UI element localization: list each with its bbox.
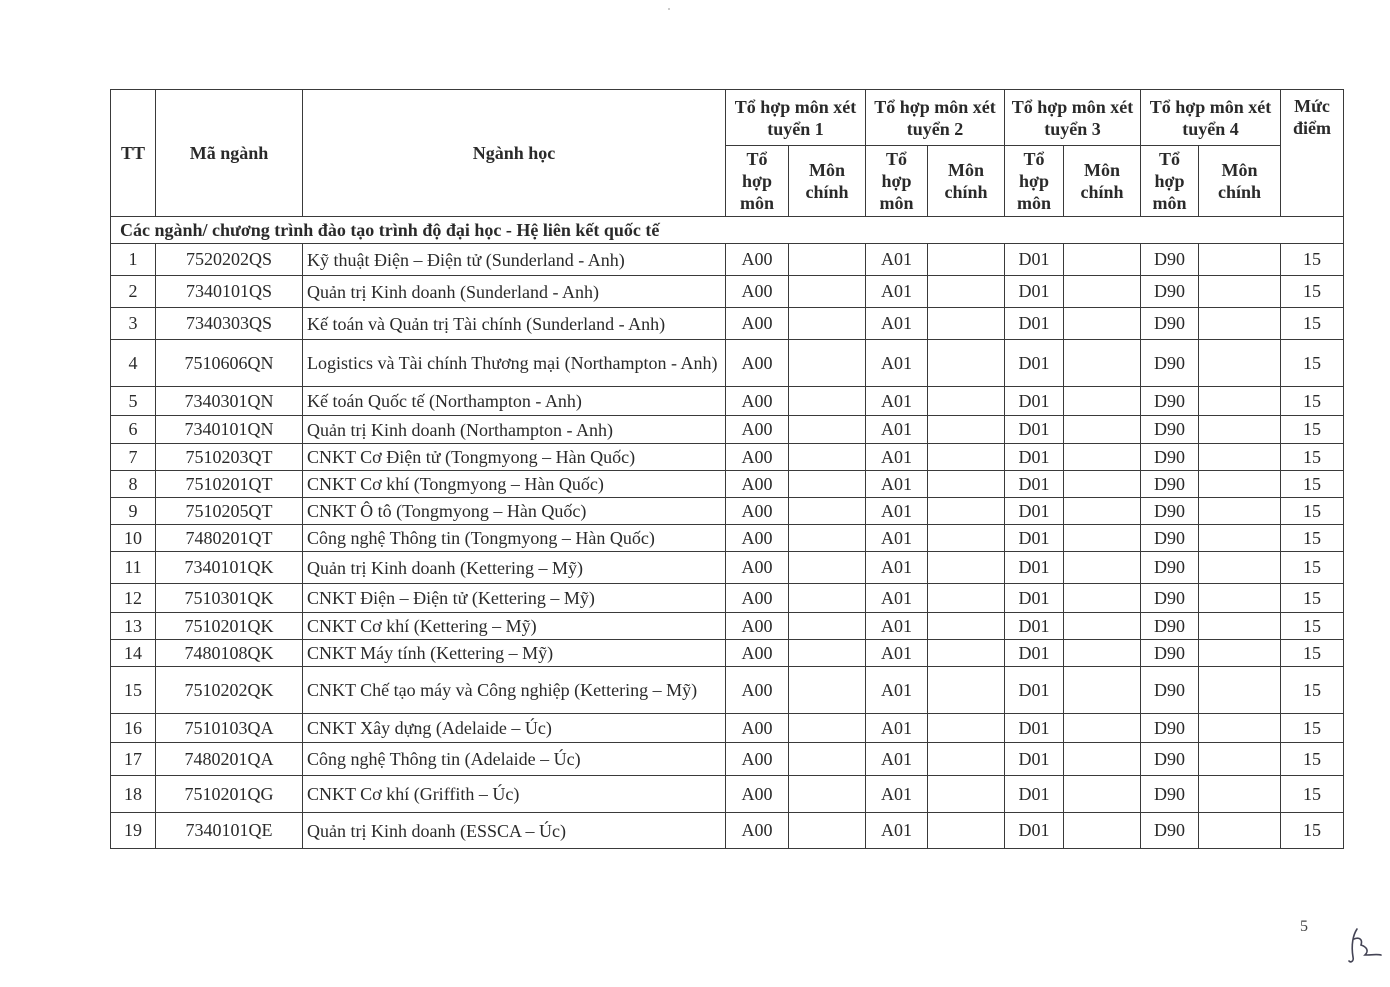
- table-row: [111, 387, 1344, 416]
- combo-2: A01: [866, 552, 928, 584]
- score: 15: [1281, 640, 1344, 667]
- score: 15: [1281, 613, 1344, 640]
- major-code: 7510606QN: [156, 340, 303, 387]
- main-subject-1: [789, 471, 866, 498]
- main-subject-1: [789, 244, 866, 276]
- combo-4: D90: [1141, 340, 1199, 387]
- score: 15: [1281, 498, 1344, 525]
- combo-2: A01: [866, 498, 928, 525]
- main-subject-1: [789, 276, 866, 308]
- main-subject-4: [1199, 525, 1281, 552]
- major-code: 7510201QK: [156, 613, 303, 640]
- main-subject-3: [1064, 498, 1141, 525]
- main-subject-3: [1064, 667, 1141, 714]
- combo-4: D90: [1141, 244, 1199, 276]
- main-subject-4: [1199, 776, 1281, 813]
- main-subject-3: [1064, 276, 1141, 308]
- header-score: Mức điểm: [1281, 90, 1344, 217]
- main-subject-3: [1064, 416, 1141, 444]
- main-subject-3: [1064, 244, 1141, 276]
- combo-4: D90: [1141, 584, 1199, 613]
- row-number: 3: [111, 308, 156, 340]
- main-subject-4: [1199, 813, 1281, 849]
- combo-2: A01: [866, 640, 928, 667]
- combo-3: D01: [1005, 813, 1064, 849]
- main-subject-2: [928, 667, 1005, 714]
- main-subject-3: [1064, 340, 1141, 387]
- main-subject-4: [1199, 340, 1281, 387]
- combo-3: D01: [1005, 667, 1064, 714]
- main-subject-4: [1199, 387, 1281, 416]
- combo-2: A01: [866, 244, 928, 276]
- combo-1: A00: [726, 584, 789, 613]
- combo-2: A01: [866, 444, 928, 471]
- combo-1: A00: [726, 743, 789, 776]
- header-sub-combo: Tổ hợp môn: [726, 146, 789, 217]
- combo-2: A01: [866, 584, 928, 613]
- main-subject-4: [1199, 714, 1281, 743]
- score: 15: [1281, 743, 1344, 776]
- major-name: CNKT Điện – Điện tử (Kettering – Mỹ): [303, 584, 726, 613]
- row-number: 6: [111, 416, 156, 444]
- combo-4: D90: [1141, 667, 1199, 714]
- combo-3: D01: [1005, 498, 1064, 525]
- major-code: 7340101QS: [156, 276, 303, 308]
- combo-3: D01: [1005, 613, 1064, 640]
- combo-1: A00: [726, 244, 789, 276]
- major-name: Quản trị Kinh doanh (Northampton - Anh): [303, 416, 726, 444]
- major-code: 7510201QG: [156, 776, 303, 813]
- table-row: [111, 498, 1344, 525]
- row-number: 14: [111, 640, 156, 667]
- major-code: 7340101QE: [156, 813, 303, 849]
- combo-3: D01: [1005, 584, 1064, 613]
- combo-2: A01: [866, 308, 928, 340]
- combo-3: D01: [1005, 276, 1064, 308]
- main-subject-2: [928, 776, 1005, 813]
- score: 15: [1281, 776, 1344, 813]
- combo-4: D90: [1141, 444, 1199, 471]
- table-row: [111, 584, 1344, 613]
- combo-1: A00: [726, 340, 789, 387]
- combo-2: A01: [866, 387, 928, 416]
- main-subject-1: [789, 308, 866, 340]
- admission-table: [110, 89, 1344, 849]
- header-combo-2: Tổ hợp môn xét tuyển 2: [866, 90, 1005, 146]
- combo-3: D01: [1005, 552, 1064, 584]
- row-number: 2: [111, 276, 156, 308]
- combo-4: D90: [1141, 552, 1199, 584]
- table-row: [111, 714, 1344, 743]
- score: 15: [1281, 471, 1344, 498]
- header-sub-combo: Tổ hợp môn: [1005, 146, 1064, 217]
- combo-1: A00: [726, 552, 789, 584]
- combo-4: D90: [1141, 387, 1199, 416]
- header-sub-main: Môn chính: [1199, 146, 1281, 217]
- score: 15: [1281, 552, 1344, 584]
- main-subject-4: [1199, 584, 1281, 613]
- combo-2: A01: [866, 776, 928, 813]
- row-number: 17: [111, 743, 156, 776]
- combo-4: D90: [1141, 613, 1199, 640]
- major-code: 7520202QS: [156, 244, 303, 276]
- main-subject-4: [1199, 667, 1281, 714]
- combo-3: D01: [1005, 444, 1064, 471]
- main-subject-4: [1199, 308, 1281, 340]
- combo-4: D90: [1141, 813, 1199, 849]
- major-code: 7510301QK: [156, 584, 303, 613]
- main-subject-1: [789, 714, 866, 743]
- score: 15: [1281, 584, 1344, 613]
- table-row: [111, 276, 1344, 308]
- main-subject-3: [1064, 613, 1141, 640]
- combo-4: D90: [1141, 498, 1199, 525]
- row-number: 18: [111, 776, 156, 813]
- combo-1: A00: [726, 813, 789, 849]
- major-name: CNKT Xây dựng (Adelaide – Úc): [303, 714, 726, 743]
- combo-3: D01: [1005, 308, 1064, 340]
- combo-3: D01: [1005, 525, 1064, 552]
- combo-1: A00: [726, 498, 789, 525]
- header-code: Mã ngành: [156, 90, 303, 217]
- header-combo-1: Tổ hợp môn xét tuyển 1: [726, 90, 866, 146]
- main-subject-3: [1064, 743, 1141, 776]
- row-number: 12: [111, 584, 156, 613]
- main-subject-4: [1199, 498, 1281, 525]
- main-subject-4: [1199, 640, 1281, 667]
- main-subject-3: [1064, 584, 1141, 613]
- main-subject-2: [928, 276, 1005, 308]
- combo-1: A00: [726, 276, 789, 308]
- combo-3: D01: [1005, 743, 1064, 776]
- combo-3: D01: [1005, 776, 1064, 813]
- combo-3: D01: [1005, 640, 1064, 667]
- header-tt: TT: [111, 90, 156, 217]
- score: 15: [1281, 340, 1344, 387]
- combo-2: A01: [866, 667, 928, 714]
- main-subject-2: [928, 714, 1005, 743]
- major-name: Công nghệ Thông tin (Adelaide – Úc): [303, 743, 726, 776]
- main-subject-4: [1199, 552, 1281, 584]
- main-subject-2: [928, 416, 1005, 444]
- section-title: Các ngành/ chương trình đào tạo trình độ đại học - Hệ liên kết quốc tế: [111, 217, 1344, 244]
- score: 15: [1281, 714, 1344, 743]
- major-code: 7510201QT: [156, 471, 303, 498]
- table-row: [111, 308, 1344, 340]
- major-name: Quản trị Kinh doanh (Kettering – Mỹ): [303, 552, 726, 584]
- main-subject-3: [1064, 813, 1141, 849]
- table-row: [111, 525, 1344, 552]
- table-row: [111, 244, 1344, 276]
- main-subject-2: [928, 640, 1005, 667]
- combo-1: A00: [726, 471, 789, 498]
- major-code: 7340303QS: [156, 308, 303, 340]
- combo-2: A01: [866, 813, 928, 849]
- table-row: [111, 552, 1344, 584]
- main-subject-1: [789, 743, 866, 776]
- combo-4: D90: [1141, 471, 1199, 498]
- score: 15: [1281, 667, 1344, 714]
- main-subject-1: [789, 340, 866, 387]
- major-code: 7510103QA: [156, 714, 303, 743]
- main-subject-1: [789, 813, 866, 849]
- row-number: 13: [111, 613, 156, 640]
- main-subject-2: [928, 308, 1005, 340]
- major-name: Logistics và Tài chính Thương mại (Northampton - Anh): [303, 340, 726, 387]
- page-number: 5: [1300, 918, 1308, 935]
- main-subject-1: [789, 584, 866, 613]
- combo-2: A01: [866, 525, 928, 552]
- main-subject-3: [1064, 471, 1141, 498]
- main-subject-3: [1064, 714, 1141, 743]
- major-name: CNKT Cơ khí (Griffith – Úc): [303, 776, 726, 813]
- table-row: [111, 613, 1344, 640]
- main-subject-4: [1199, 613, 1281, 640]
- main-subject-3: [1064, 776, 1141, 813]
- combo-1: A00: [726, 714, 789, 743]
- major-name: CNKT Ô tô (Tongmyong – Hàn Quốc): [303, 498, 726, 525]
- main-subject-1: [789, 387, 866, 416]
- main-subject-1: [789, 776, 866, 813]
- table-row: [111, 640, 1344, 667]
- major-name: Kế toán và Quản trị Tài chính (Sunderland - Anh): [303, 308, 726, 340]
- header-sub-main: Môn chính: [789, 146, 866, 217]
- header-sub-combo: Tổ hợp môn: [866, 146, 928, 217]
- table-row: [111, 340, 1344, 387]
- main-subject-1: [789, 552, 866, 584]
- main-subject-1: [789, 498, 866, 525]
- score: 15: [1281, 276, 1344, 308]
- main-subject-1: [789, 444, 866, 471]
- main-subject-2: [928, 584, 1005, 613]
- page-speck: [668, 8, 670, 10]
- combo-2: A01: [866, 340, 928, 387]
- major-name: CNKT Máy tính (Kettering – Mỹ): [303, 640, 726, 667]
- main-subject-2: [928, 525, 1005, 552]
- combo-4: D90: [1141, 743, 1199, 776]
- main-subject-2: [928, 471, 1005, 498]
- row-number: 9: [111, 498, 156, 525]
- main-subject-1: [789, 640, 866, 667]
- score: 15: [1281, 444, 1344, 471]
- main-subject-2: [928, 387, 1005, 416]
- major-code: 7510205QT: [156, 498, 303, 525]
- main-subject-2: [928, 498, 1005, 525]
- major-code: 7480108QK: [156, 640, 303, 667]
- main-subject-3: [1064, 308, 1141, 340]
- score: 15: [1281, 308, 1344, 340]
- combo-1: A00: [726, 613, 789, 640]
- signature-initials: [1345, 925, 1385, 970]
- header-major: Ngành học: [303, 90, 726, 217]
- main-subject-4: [1199, 471, 1281, 498]
- combo-4: D90: [1141, 776, 1199, 813]
- row-number: 8: [111, 471, 156, 498]
- combo-1: A00: [726, 444, 789, 471]
- major-name: CNKT Cơ khí (Tongmyong – Hàn Quốc): [303, 471, 726, 498]
- combo-1: A00: [726, 667, 789, 714]
- combo-4: D90: [1141, 714, 1199, 743]
- major-name: Quản trị Kinh doanh (Sunderland - Anh): [303, 276, 726, 308]
- main-subject-2: [928, 244, 1005, 276]
- main-subject-2: [928, 813, 1005, 849]
- major-code: 7340101QK: [156, 552, 303, 584]
- major-code: 7510203QT: [156, 444, 303, 471]
- combo-3: D01: [1005, 416, 1064, 444]
- main-subject-3: [1064, 640, 1141, 667]
- major-name: Kế toán Quốc tế (Northampton - Anh): [303, 387, 726, 416]
- main-subject-2: [928, 613, 1005, 640]
- header-sub-main: Môn chính: [928, 146, 1005, 217]
- header-sub-main: Môn chính: [1064, 146, 1141, 217]
- row-number: 1: [111, 244, 156, 276]
- major-code: 7510202QK: [156, 667, 303, 714]
- major-name: CNKT Cơ khí (Kettering – Mỹ): [303, 613, 726, 640]
- table-row: [111, 444, 1344, 471]
- header-sub-combo: Tổ hợp môn: [1141, 146, 1199, 217]
- table-row: [111, 667, 1344, 714]
- score: 15: [1281, 525, 1344, 552]
- major-name: Quản trị Kinh doanh (ESSCA – Úc): [303, 813, 726, 849]
- major-name: CNKT Cơ Điện tử (Tongmyong – Hàn Quốc): [303, 444, 726, 471]
- major-code: 7340101QN: [156, 416, 303, 444]
- main-subject-2: [928, 340, 1005, 387]
- combo-4: D90: [1141, 640, 1199, 667]
- main-subject-4: [1199, 444, 1281, 471]
- combo-1: A00: [726, 387, 789, 416]
- combo-4: D90: [1141, 525, 1199, 552]
- main-subject-3: [1064, 387, 1141, 416]
- main-subject-1: [789, 416, 866, 444]
- row-number: 7: [111, 444, 156, 471]
- main-subject-4: [1199, 416, 1281, 444]
- main-subject-4: [1199, 244, 1281, 276]
- major-name: Công nghệ Thông tin (Tongmyong – Hàn Quốc): [303, 525, 726, 552]
- combo-1: A00: [726, 776, 789, 813]
- row-number: 10: [111, 525, 156, 552]
- combo-3: D01: [1005, 471, 1064, 498]
- combo-4: D90: [1141, 276, 1199, 308]
- score: 15: [1281, 416, 1344, 444]
- combo-2: A01: [866, 471, 928, 498]
- main-subject-1: [789, 667, 866, 714]
- combo-3: D01: [1005, 387, 1064, 416]
- combo-4: D90: [1141, 308, 1199, 340]
- header-combo-3: Tổ hợp môn xét tuyển 3: [1005, 90, 1141, 146]
- major-name: Kỹ thuật Điện – Điện tử (Sunderland - Anh): [303, 244, 726, 276]
- row-number: 4: [111, 340, 156, 387]
- row-number: 15: [111, 667, 156, 714]
- major-code: 7480201QA: [156, 743, 303, 776]
- table-row: [111, 743, 1344, 776]
- score: 15: [1281, 244, 1344, 276]
- combo-2: A01: [866, 416, 928, 444]
- score: 15: [1281, 387, 1344, 416]
- combo-2: A01: [866, 743, 928, 776]
- main-subject-1: [789, 613, 866, 640]
- main-subject-4: [1199, 276, 1281, 308]
- major-name: CNKT Chế tạo máy và Công nghiệp (Kettering – Mỹ): [303, 667, 726, 714]
- main-subject-4: [1199, 743, 1281, 776]
- combo-3: D01: [1005, 714, 1064, 743]
- combo-4: D90: [1141, 416, 1199, 444]
- combo-2: A01: [866, 714, 928, 743]
- table-row: [111, 416, 1344, 444]
- combo-2: A01: [866, 613, 928, 640]
- major-code: 7480201QT: [156, 525, 303, 552]
- main-subject-3: [1064, 525, 1141, 552]
- table-row: [111, 776, 1344, 813]
- combo-1: A00: [726, 525, 789, 552]
- row-number: 16: [111, 714, 156, 743]
- score: 15: [1281, 813, 1344, 849]
- main-subject-3: [1064, 444, 1141, 471]
- table-row: [111, 471, 1344, 498]
- combo-3: D01: [1005, 244, 1064, 276]
- combo-1: A00: [726, 308, 789, 340]
- header-combo-4: Tổ hợp môn xét tuyển 4: [1141, 90, 1281, 146]
- combo-3: D01: [1005, 340, 1064, 387]
- main-subject-2: [928, 552, 1005, 584]
- row-number: 11: [111, 552, 156, 584]
- row-number: 19: [111, 813, 156, 849]
- combo-2: A01: [866, 276, 928, 308]
- table-row: [111, 813, 1344, 849]
- main-subject-2: [928, 743, 1005, 776]
- row-number: 5: [111, 387, 156, 416]
- main-subject-2: [928, 444, 1005, 471]
- combo-1: A00: [726, 640, 789, 667]
- major-code: 7340301QN: [156, 387, 303, 416]
- combo-1: A00: [726, 416, 789, 444]
- main-subject-3: [1064, 552, 1141, 584]
- main-subject-1: [789, 525, 866, 552]
